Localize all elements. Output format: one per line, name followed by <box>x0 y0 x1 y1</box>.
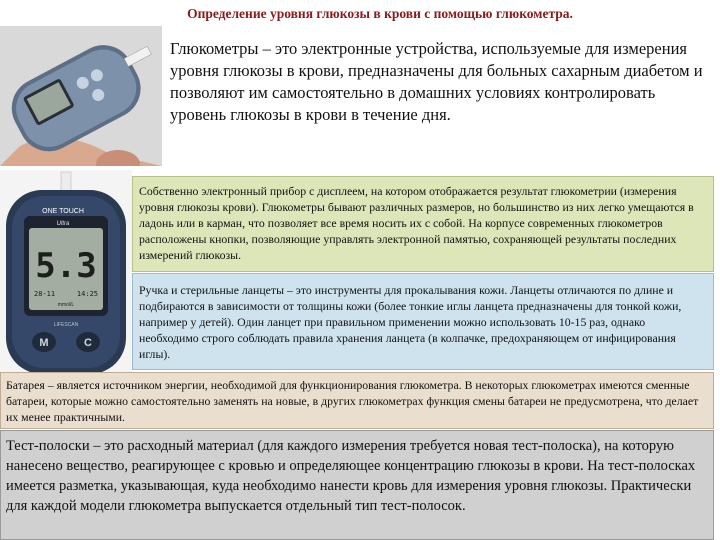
lancet-description-box <box>132 273 714 370</box>
meter-button-m: M <box>39 337 49 349</box>
page-title: Определение уровня глюкозы в крови с помощью глюкометра. <box>187 6 573 21</box>
meter-time: 14:25 <box>76 290 98 298</box>
test-strips-description-text: Тест-полоски – это расходный материал (для каждого измерения требуется новая тест-полоска), на которую нанесено вещество, реагирующее с кровью и определяющее концентрацию глюкозы в крови. На тест-полосках имеется разметка, указывающая, куда необходимо нанести кровь для измерения уровня глюкозы. Практически для каждой модели глюкометра выпускается отдельный тип тест-полосок. <box>6 438 696 514</box>
test-strips-description-box <box>0 430 714 540</box>
meter-brand: ONE TOUCH <box>42 208 84 215</box>
onetouch-meter-photo <box>0 170 132 378</box>
meter-date: 28-11 <box>34 290 56 298</box>
glucometer-in-hand-photo <box>0 26 162 166</box>
intro-paragraph: Глюкометры – это электронные устройства, используемые для измерения уровня глюкозы в крови, предназначены для больных сахарным диабетом и позволяют им самостоятельно в домашних условиях контролировать уровень глюкозы в крови в течение дня. <box>170 39 703 124</box>
meter-unit: mmol/L <box>57 302 75 308</box>
battery-description-text: Батарея – является источником энергии, необходимой для функционирования глюкометра. В некоторых глюкометрах имеются сменные батареи, которые можно самостоятельно заменять на новые, в других глюкометрах функция смены батареи не предусмотрена, что делает их менее практичными. <box>6 378 699 424</box>
meter-reading: 5.3 <box>35 246 97 286</box>
device-description-box <box>132 176 714 272</box>
meter-button-c: C <box>84 337 92 349</box>
battery-description-box <box>0 372 714 429</box>
meter-model: Ultra <box>56 221 70 227</box>
meter-brand-bottom: LIFESCAN <box>53 322 79 328</box>
lancet-description-text: Ручка и стерильные ланцеты – это инструменты для прокалывания кожи. Ланцеты отличаются по длине и подбираются в зависимости от толщины кожи (более тонкие иглы ланцета предназначены для тонкой кожи, например у детей). Один ланцет при правильном применении можно использовать 10-15 раз, однако необходимо строго соблюдать правила хранения ланцета (в колпачке, предохраняющем от инфицирования иглы). <box>139 283 682 361</box>
device-description-text: Собственно электронный прибор с дисплеем, на котором отображается результат глюкометрии (измерения уровня глюкозы крови). Глюкометры бывают различных размеров, но большинство из них легко умещаются в ладонь или в карман, что позволяет все время носить их с собой. На корпусе современных глюкометров расположены кнопки, позволяющие управлять электронной памятью, сохраняющей результаты последних измерений глюкозы. <box>139 184 694 262</box>
